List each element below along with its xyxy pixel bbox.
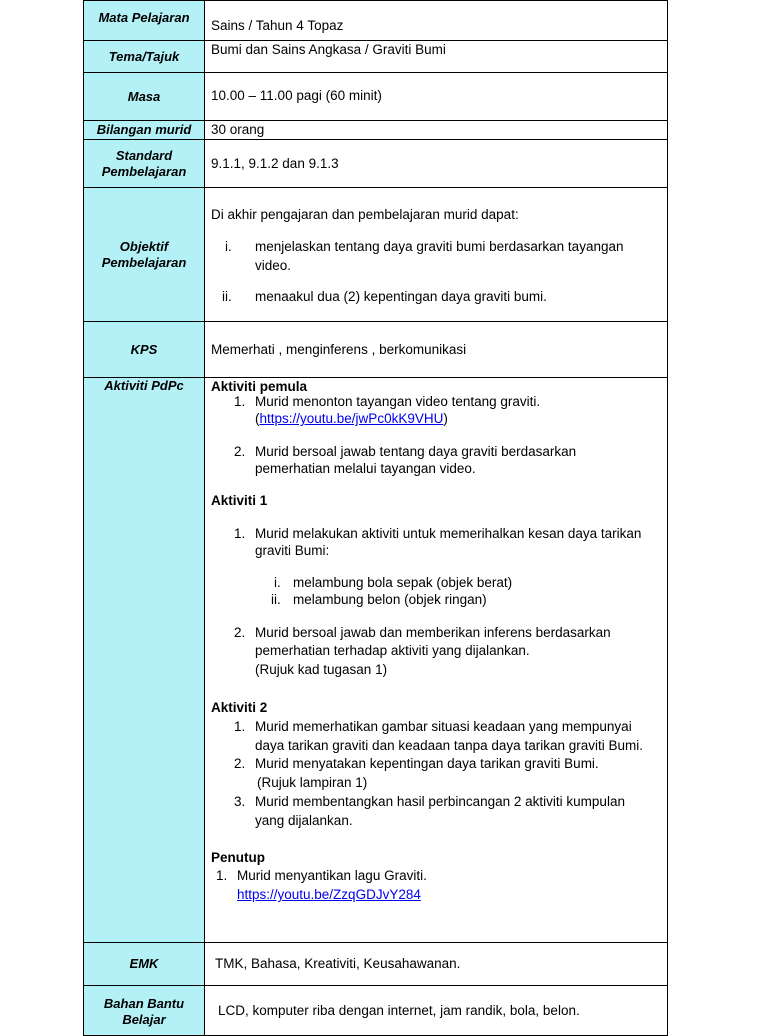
row-aktiviti — [84, 378, 668, 943]
objektif-item-2-line1: menaakul dua (2) kepentingan daya graviti bumi. — [255, 288, 547, 304]
row-tema — [84, 41, 668, 73]
row-mata-pelajaran — [84, 1, 668, 41]
label-aktiviti: Aktiviti PdPc — [84, 378, 205, 943]
row-kps — [84, 322, 668, 378]
label-mata-pelajaran: Mata Pelajaran — [84, 1, 205, 41]
aktiviti1-item-2-line3: (Rujuk kad tugasan 1) — [255, 662, 388, 678]
aktiviti1-sub-num-1: i. — [274, 575, 281, 591]
row-bilangan — [84, 121, 668, 140]
pemula-video-link[interactable]: https://youtu.be/jwPc0kK9VHU — [259, 411, 444, 427]
value-mata-pelajaran: Sains / Tahun 4 Topaz — [205, 1, 668, 41]
label-objektif-line2: Pembelajaran — [101, 254, 187, 270]
aktiviti2-item-1-line1: Murid memerhatikan gambar situasi keadaan yang mempunyai — [255, 719, 632, 735]
pemula-num-1: 1. — [234, 394, 246, 410]
value-aktiviti — [205, 378, 668, 943]
label-objektif — [84, 188, 205, 322]
aktiviti2-num-2: 2. — [234, 756, 246, 772]
label-bahan — [84, 986, 205, 1036]
aktiviti2-num-1: 1. — [234, 719, 246, 735]
aktiviti2-item-3-line1: Murid membentangkan hasil perbincangan 2 aktiviti kumpulan — [255, 794, 625, 810]
label-bahan-line2: Belajar — [122, 1011, 166, 1027]
label-standard — [84, 140, 205, 188]
label-standard-line1: Standard — [115, 148, 173, 164]
aktiviti1-sub-item-2: melambung belon (objek ringan) — [293, 592, 487, 608]
aktiviti1-item-2-line2: pemerhatian terhadap aktiviti yang dijalankan. — [255, 643, 530, 659]
label-objektif-line1: Objektif — [119, 239, 169, 255]
aktiviti1-item-1-line1: Murid melakukan aktiviti untuk memerihalkan kesan daya tarikan — [255, 526, 642, 542]
penutup-num-1: 1. — [216, 868, 228, 884]
objektif-num-2: ii. — [222, 288, 232, 304]
aktiviti1-item-1-line2: graviti Bumi: — [255, 543, 330, 559]
objektif-item-1-line2: video. — [255, 257, 292, 273]
aktiviti2-item-2-line1: Murid menyatakan kepentingan daya tarikan graviti Bumi. — [255, 756, 599, 772]
pemula-item-2-line2: pemerhatian melalui tayangan video. — [255, 461, 476, 477]
value-tema: Bumi dan Sains Angkasa / Graviti Bumi — [205, 41, 668, 73]
penutup-item-1-line1: Murid menyantikan lagu Graviti. — [237, 868, 427, 884]
label-masa: Masa — [84, 73, 205, 121]
pemula-item-1-line1: Murid menonton tayangan video tentang graviti. — [255, 394, 541, 410]
pemula-link-open: ( — [255, 411, 260, 427]
aktiviti2-item-3-line2: yang dijalankan. — [255, 813, 353, 829]
label-bahan-line1: Bahan Bantu — [103, 996, 185, 1012]
aktiviti1-item-2-line1: Murid bersoal jawab dan memberikan inferens berdasarkan — [255, 625, 611, 641]
penutup-song-link[interactable]: https://youtu.be/ZzqGDJvY284 — [237, 887, 421, 903]
aktiviti1-sub-num-2: ii. — [271, 592, 281, 608]
value-masa: 10.00 – 11.00 pagi (60 minit) — [205, 73, 668, 121]
objektif-item-1-line1: menjelaskan tentang daya graviti bumi berdasarkan tayangan — [255, 238, 624, 254]
aktiviti2-num-3: 3. — [234, 794, 246, 810]
row-emk — [84, 943, 668, 986]
pemula-item-1-line2 — [255, 410, 448, 428]
label-standard-line2: Pembelajaran — [101, 163, 187, 179]
aktiviti1-num-1: 1. — [234, 526, 246, 542]
aktiviti1-heading: Aktiviti 1 — [211, 493, 268, 509]
row-masa — [84, 73, 668, 121]
objektif-intro: Di akhir pengajaran dan pembelajaran murid dapat: — [211, 206, 519, 222]
penutup-heading: Penutup — [211, 850, 265, 866]
pemula-num-2: 2. — [234, 444, 246, 460]
pemula-item-2-line1: Murid bersoal jawab tentang daya graviti berdasarkan — [255, 444, 577, 460]
row-objektif — [84, 188, 668, 322]
aktiviti1-num-2: 2. — [234, 625, 246, 641]
row-standard — [84, 140, 668, 188]
value-objektif — [205, 188, 668, 322]
label-kps: KPS — [84, 322, 205, 378]
pemula-link-close: ) — [443, 411, 448, 427]
aktiviti2-heading: Aktiviti 2 — [211, 700, 268, 716]
aktiviti2-item-2-line2: (Rujuk lampiran 1) — [257, 775, 368, 791]
lesson-plan-table — [83, 0, 668, 1036]
aktiviti1-sub-item-1: melambung bola sepak (objek berat) — [293, 575, 513, 591]
value-bilangan: 30 orang — [205, 121, 668, 140]
aktiviti2-item-1-line2: daya tarikan graviti dan keadaan tanpa daya tarikan graviti Bumi. — [255, 738, 643, 754]
value-bahan: LCD, komputer riba dengan internet, jam randik, bola, belon. — [205, 986, 668, 1036]
aktiviti-content — [205, 378, 667, 941]
label-bilangan: Bilangan murid — [84, 121, 205, 140]
value-emk: TMK, Bahasa, Kreativiti, Keusahawanan. — [205, 943, 668, 986]
objektif-num-1: i. — [225, 238, 232, 254]
value-standard: 9.1.1, 9.1.2 dan 9.1.3 — [205, 140, 668, 188]
label-emk: EMK — [84, 943, 205, 986]
value-kps: Memerhati , menginferens , berkomunikasi — [205, 322, 668, 378]
label-tema: Tema/Tajuk — [84, 41, 205, 73]
row-bahan — [84, 986, 668, 1036]
pemula-heading: Aktiviti pemula — [211, 379, 308, 395]
